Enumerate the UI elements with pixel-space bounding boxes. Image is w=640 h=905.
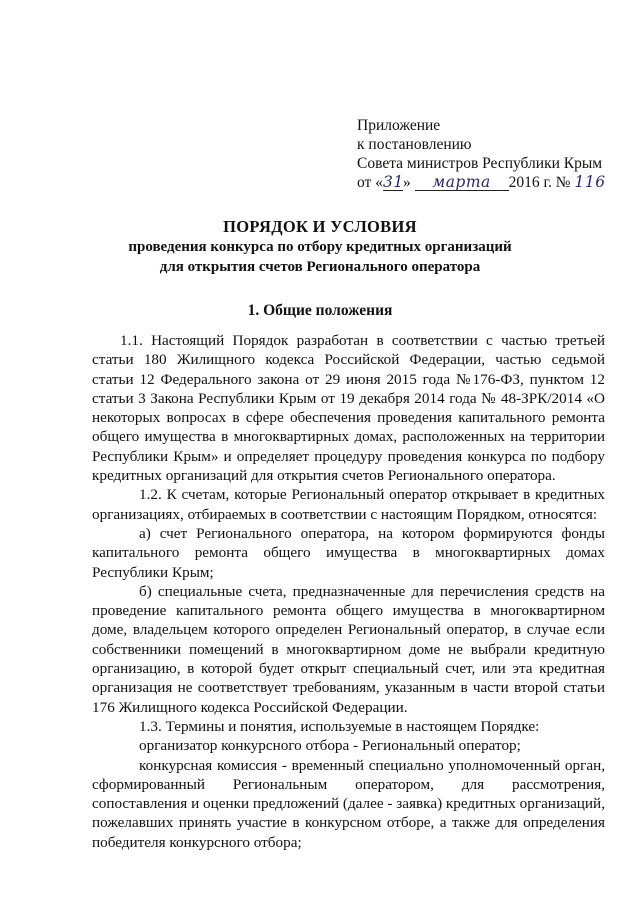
paragraph: 1.1. Настоящий Порядок разработан в соответствии с частью третьей статьи 180 Жилищного кодекса Российской Федерации, частью седьмой статьи 12 Федерального закона от 29 июня 2015 года №176-ФЗ, пунктом 12 статьи 3 Закона Республики Крым от 19 декабря 2014 года № 48-ЗРК/2014 «О некоторых вопросах в сфере обеспечения проведения капитального ремонта общего имущества в многоквартирных домах, расположенных на территории Республики Крым» и определяет процедуру проведения конкурса по подбору кредитных организаций для открытия счетов Регионального оператора. — [92, 332, 605, 485]
document-title — [0, 216, 640, 277]
title-subtitle-line: для открытия счетов Регионального оператора — [159, 259, 481, 275]
date-year: 2016 г. № — [508, 174, 571, 191]
paragraph: б) специальные счета, предназначенные для перечисления средств на проведение капитального ремонта общего имущества в многоквартирном доме, владельцем которого определен Региональный оператор, в случае если собственники помещений в многоквартирном доме не выбрали кредитную организацию, в которой будет открыт специальный счет, или эта кредитная организация не соответствует требованиям, указанным в части второй статьи 176 Жилищного кодекса Российской Федерации. — [92, 582, 605, 716]
appendix-line: к постановлению — [357, 136, 472, 153]
appendix-line: Приложение — [357, 117, 441, 134]
paragraph: организатор конкурсного отбора - Региональный оператор; — [139, 737, 521, 755]
date-mid: » — [402, 174, 411, 191]
handwritten-month: марта — [415, 175, 509, 191]
appendix-line: Совета министров Республики Крым — [357, 155, 603, 172]
section-heading: 1. Общие положения — [247, 302, 393, 319]
handwritten-day: 31 — [382, 173, 404, 191]
handwritten-number: 116 — [574, 173, 606, 191]
section-body — [92, 331, 605, 852]
paragraph: 1.2. К счетам, которые Региональный оператор открывает в кредитных организациях, отбираемых в соответствии с настоящим Порядком, относятся: — [92, 486, 605, 523]
date-prefix: от « — [357, 174, 383, 191]
paragraph: 1.3. Термины и понятия, используемые в настоящем Порядке: — [139, 717, 540, 735]
paragraph: конкурсная комиссия - временный специально уполномоченный орган, сформированный Региональным оператором, для рассмотрения, сопоставления и оценки предложений (далее - заявка) кредитных организаций, пожелавших принять участие в конкурсном отборе, а также для определения победителя конкурсного отбора; — [92, 756, 605, 851]
appendix-header — [357, 116, 606, 192]
title-main: ПОРЯДОК И УСЛОВИЯ — [223, 217, 417, 236]
title-subtitle-line: проведения конкурса по отбору кредитных организаций — [128, 239, 512, 255]
appendix-date-line — [357, 173, 606, 192]
paragraph: а) счет Регионального оператора, на котором формируются фонды капитального ремонта общего имущества в многоквартирных домах Республики Крым; — [92, 524, 605, 581]
